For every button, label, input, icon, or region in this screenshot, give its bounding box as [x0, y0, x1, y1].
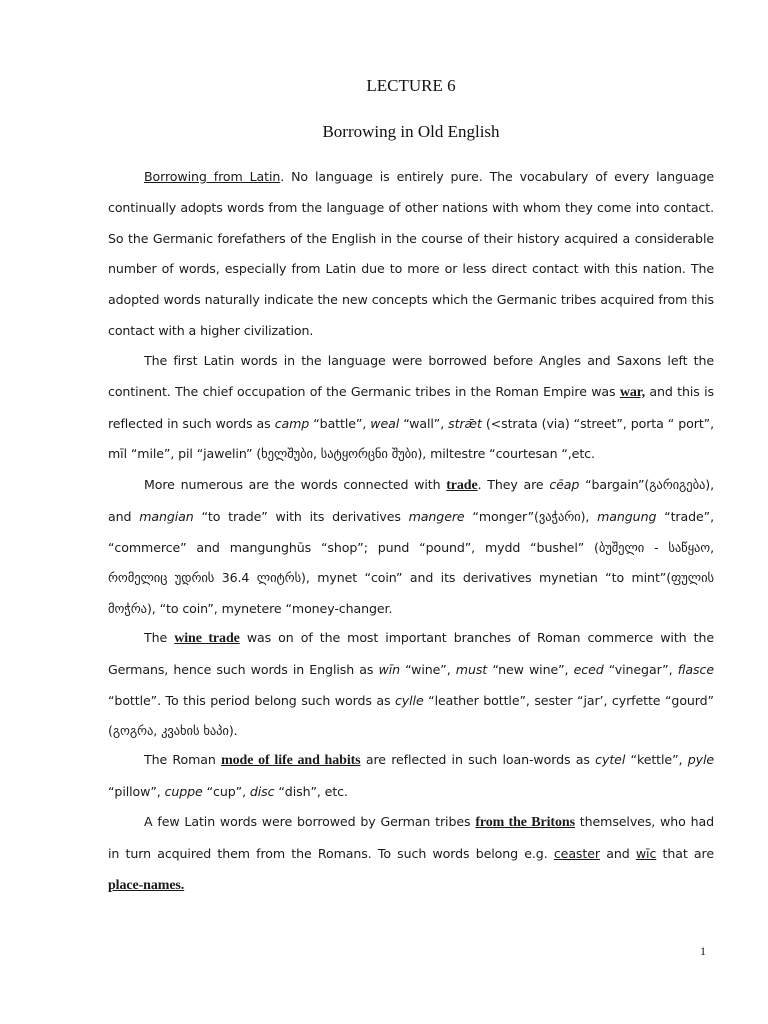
term-mangian: mangian: [139, 508, 194, 524]
term-ceaster: ceaster: [553, 845, 600, 861]
paragraph-text: “cup”,: [202, 783, 250, 799]
paragraph-britons: [108, 807, 714, 901]
term-weal: weal: [370, 415, 400, 431]
paragraph-text: . No language is entirely pure. The vocabulary of every language continually adopts words from the language of other nations with whom they come into contact. So the Germanic forefathers of the English in the course of their history acquired a considerable number of words, especially from Latin due to more or less direct contact with this nation. The adopted words naturally indicate the new concepts which the Germanic tribes acquired from this contact with a higher civilization.: [108, 169, 714, 338]
keyword-from-the-britons: from the Britons: [475, 815, 575, 830]
paragraph-mode-of-life: [108, 745, 714, 808]
term-cuppe: cuppe: [164, 783, 203, 799]
paragraph-text: “trade”, “commerce” and mangunghūs “shop”; pund “pound”, mydd “bushel” (ბუშელი - საწყაო, რომელიც უდრის 36.4 ლიტრს), mynet “coin” and its derivatives mynetian “to mint”(ფულის მოჭრა), “to coin”, mynetere “money-changer.: [108, 508, 714, 617]
paragraph-text: are reflected in such loan-words as: [360, 752, 596, 767]
paragraph-text: “battle”,: [309, 415, 371, 431]
term-ceap: cēap: [549, 477, 580, 492]
paragraph-text: “bargain”(გარიგება), and: [108, 477, 714, 524]
paragraph-text: “pillow”,: [108, 783, 165, 799]
paragraph-text: “vinegar”,: [603, 661, 678, 677]
paragraph-text: “new wine”,: [487, 661, 574, 677]
term-disc: disc: [249, 783, 275, 799]
paragraph-text: was on of the most important branches of Roman commerce with the Germans, hence such words in English as: [108, 630, 714, 677]
term-win: wīn: [378, 661, 400, 677]
term-mangung: mangung: [597, 508, 657, 524]
term-wic: wīc: [635, 845, 657, 861]
term-eced: eced: [573, 661, 604, 677]
paragraph-war: [108, 346, 714, 470]
paragraph-text: . They are: [477, 477, 550, 492]
paragraph-wine-trade: [108, 623, 714, 747]
paragraph-text: “leather bottle”, sester “jar’, cyrfette “gourd” (გოგრა, კვახის ხაპი).: [108, 692, 714, 739]
paragraph-text: “monger”(ვაჭარი),: [464, 508, 598, 524]
paragraph-text: “bottle”. To this period belong such words as: [108, 692, 395, 708]
term-cylle: cylle: [394, 692, 424, 708]
page-title: Borrowing in Old English: [322, 122, 500, 141]
paragraph-text: The first Latin words in the language were borrowed before Angles and Saxons left the continent. The chief occupation of the Germanic tribes in the Roman Empire was: [108, 353, 714, 399]
term-must: must: [455, 661, 488, 677]
paragraph-text: (<strata (via) “street”, porta “ port”, mīl “mile”, pil “jawelin” (ხელშუბი, სატყორცნი შუბი), miltestre “courtesan “,etc.: [108, 415, 714, 462]
paragraph-text: The Roman: [144, 752, 222, 767]
keyword-mode-of-life: mode of life and habits: [221, 753, 361, 768]
paragraph-text: that are: [656, 845, 714, 861]
keyword-wine-trade: wine trade: [174, 631, 240, 646]
keyword-trade: trade: [446, 478, 478, 493]
term-camp: camp: [274, 415, 310, 431]
paragraph-trade: [108, 470, 714, 625]
paragraph-borrowing-from-latin: [108, 162, 714, 347]
paragraph-text: and: [599, 845, 636, 861]
paragraph-text: themselves, who had in turn acquired them from the Romans. To such words belong e.g.: [108, 814, 714, 861]
paragraph-text: More numerous are the words connected with: [144, 477, 447, 492]
paragraph-text: “wine”,: [400, 661, 456, 677]
term-cytel: cytel: [595, 752, 626, 767]
paragraph-text: “dish”, etc.: [274, 783, 348, 799]
paragraph-text: “to trade” with its derivatives: [193, 508, 409, 524]
lecture-heading: LECTURE 6: [366, 76, 456, 95]
keyword-place-names: place-names.: [108, 877, 185, 893]
term-pyle: pyle: [687, 752, 714, 767]
term-straet: strǣt: [448, 415, 482, 431]
paragraph-text: A few Latin words were borrowed by German tribes: [144, 814, 476, 829]
section-heading-borrowing-from-latin: Borrowing from Latin: [144, 169, 281, 184]
paragraph-text: The: [144, 630, 175, 645]
paragraph-text: “kettle”,: [625, 752, 688, 767]
page-number: 1: [700, 944, 706, 958]
paragraph-text: and this is reflected in such words as: [108, 383, 714, 431]
term-mangere: mangere: [408, 508, 465, 524]
keyword-war: war,: [619, 384, 646, 400]
paragraph-text: “wall”,: [399, 415, 449, 431]
term-flasce: flasce: [677, 661, 714, 677]
